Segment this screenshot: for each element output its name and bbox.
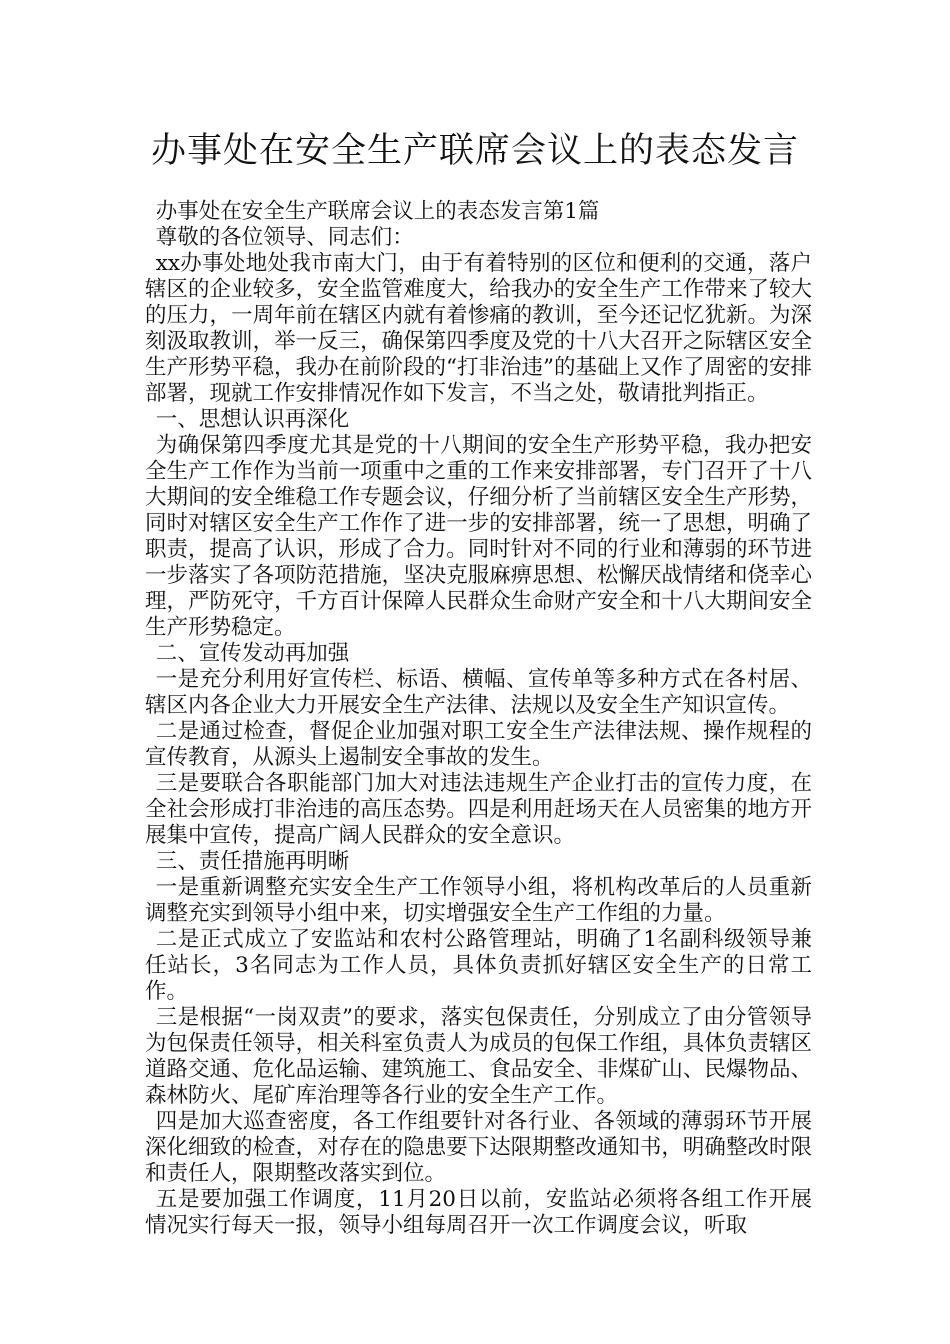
document-title: 办事处在安全生产联席会议上的表态发言 xyxy=(150,131,799,171)
section-heading-3: 三、责任措施再明晰 xyxy=(155,849,350,874)
paragraph: 二是正式成立了安监站和农村公路管理站，明确了1名副科级领导兼任站长，3名同志为工作人员，具体负责抓好辖区安全生产的日常工作。 xyxy=(145,927,812,1004)
document-subtitle: 办事处在安全生产联席会议上的表态发言第1篇 xyxy=(155,199,600,224)
section-heading-1: 一、思想认识再深化 xyxy=(155,407,350,432)
salutation: 尊敬的各位领导、同志们： xyxy=(155,225,414,250)
section-heading-2: 二、宣传发动再加强 xyxy=(155,641,350,666)
paragraph: 二是通过检查，督促企业加强对职工安全生产法律法规、操作规程的宣传教育，从源头上遏制安全事故的发生。 xyxy=(145,719,812,770)
paragraph: 四是加大巡查密度，各工作组要针对各行业、各领域的薄弱环节开展深化细致的检查，对存在的隐患要下达限期整改通知书，明确整改时限和责任人，限期整改落实到位。 xyxy=(145,1109,812,1186)
paragraph: 一是重新调整充实安全生产工作领导小组，将机构改革后的人员重新调整充实到领导小组中来，切实增强安全生产工作组的力量。 xyxy=(145,875,812,926)
document-body xyxy=(145,199,812,1239)
paragraph: 一是充分利用好宣传栏、标语、横幅、宣传单等多种方式在各村居、辖区内各企业大力开展安全生产法律、法规以及安全生产知识宣传。 xyxy=(145,667,812,718)
paragraph: 为确保第四季度尤其是党的十八期间的安全生产形势平稳，我办把安全生产工作作为当前一项重中之重的工作来安排部署，专门召开了十八大期间的安全维稳工作专题会议，仔细分析了当前辖区安全生产形势，同时对辖区安全生产工作作了进一步的安排部署，统一了思想，明确了职责，提高了认识，形成了合力。同时针对不同的行业和薄弱的环节进一步落实了各项防范措施，坚决克服麻痹思想、松懈厌战情绪和侥幸心理，严防死守，千方百计保障人民群众生命财产安全和十八大期间安全生产形势稳定。 xyxy=(145,433,812,640)
paragraph: 五是要加强工作调度，11月20日以前，安监站必须将各组工作开展情况实行每天一报，领导小组每周召开一次工作调度会议，听取 xyxy=(145,1187,812,1238)
paragraph-intro: xx办事处地处我市南大门，由于有着特别的区位和便利的交通，落户辖区的企业较多，安全监管难度大，给我办的安全生产工作带来了较大的压力，一周年前在辖区内就有着惨痛的教训，至今还记忆犹新。为深刻汲取教训，举一反三，确保第四季度及党的十八大召开之际辖区安全生产形势平稳，我办在前阶段的“打非治违”的基础上又作了周密的安排部署，现就工作安排情况作如下发言，不当之处，敬请批判指正。 xyxy=(145,251,812,406)
paragraph: 三是要联合各职能部门加大对违法违规生产企业打击的宣传力度，在全社会形成打非治违的高压态势。四是利用赶场天在人员密集的地方开展集中宣传，提高广阔人民群众的安全意识。 xyxy=(145,771,812,848)
paragraph: 三是根据“一岗双责”的要求，落实包保责任，分别成立了由分管领导为包保责任领导，相关科室负责人为成员的包保工作组，具体负责辖区道路交通、危化品运输、建筑施工、食品安全、非煤矿山、民爆物品、森林防火、尾矿库治理等各行业的安全生产工作。 xyxy=(145,1005,812,1108)
